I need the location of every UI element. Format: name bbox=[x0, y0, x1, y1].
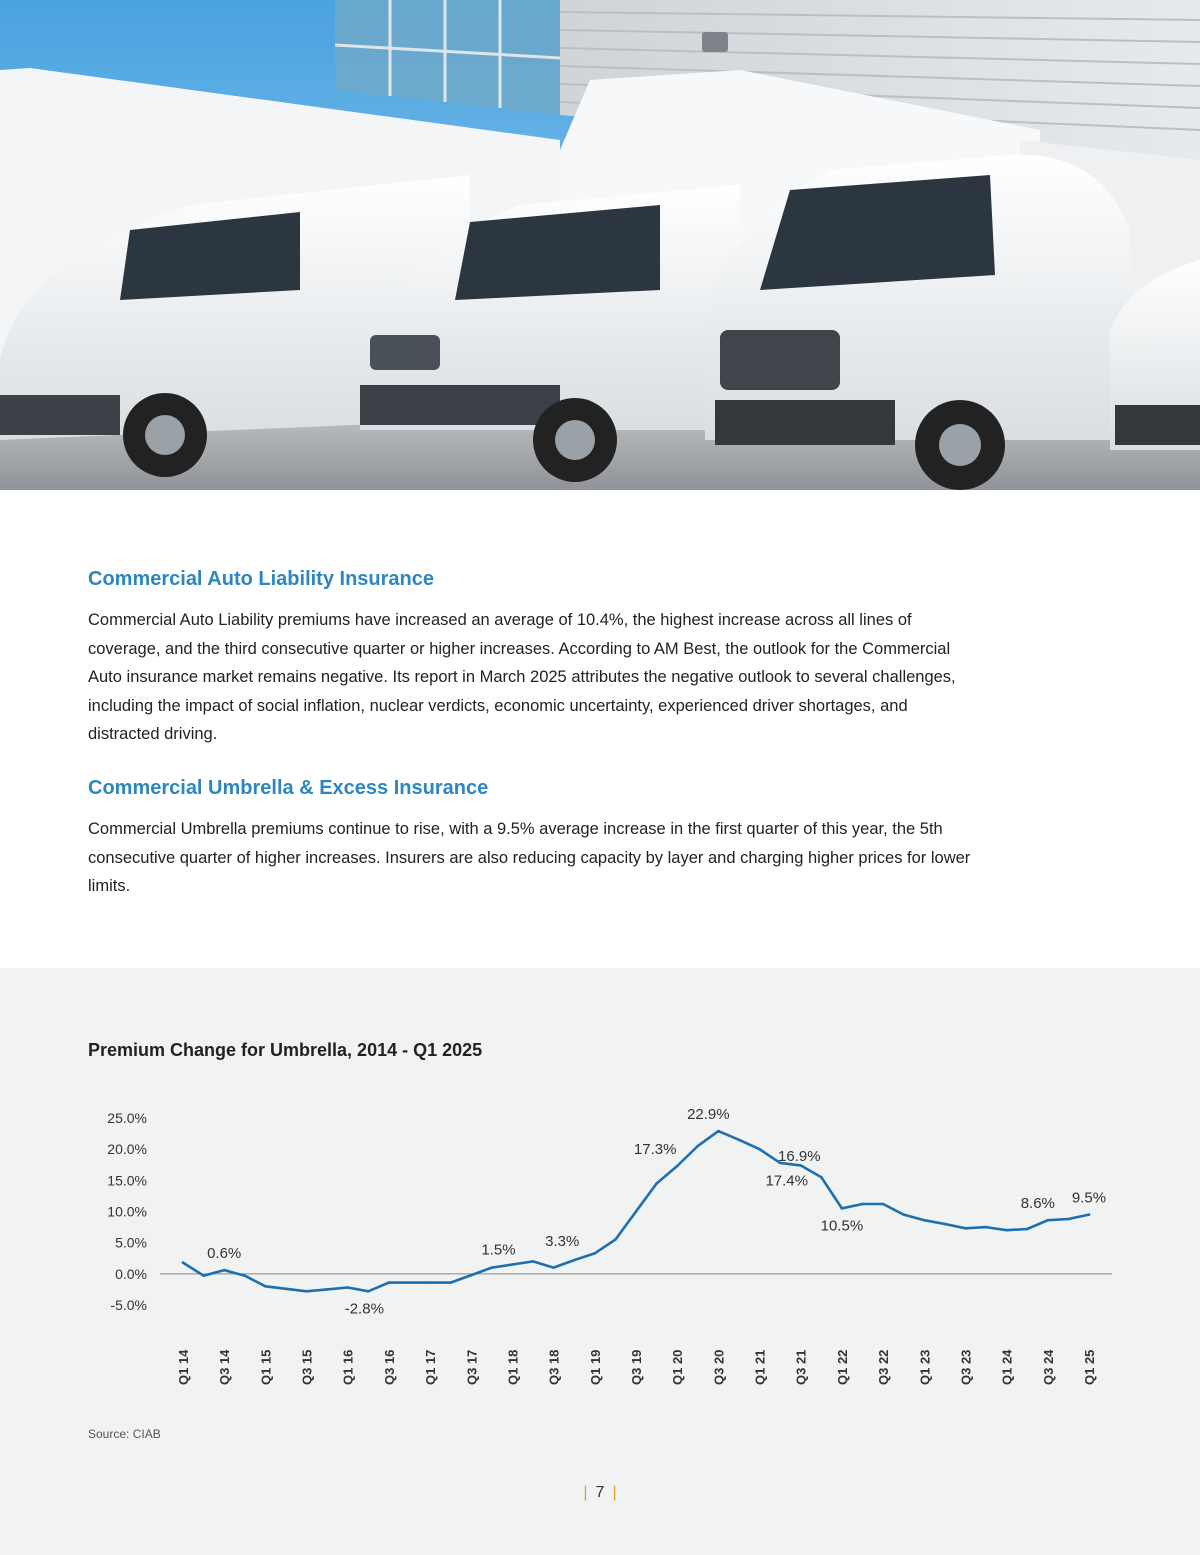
data-point bbox=[964, 1227, 967, 1230]
x-tick-label: Q3 20 bbox=[711, 1349, 727, 1385]
data-point bbox=[1047, 1219, 1050, 1222]
x-tick-label: Q3 16 bbox=[381, 1349, 397, 1385]
data-point bbox=[820, 1176, 823, 1179]
data-label: 1.5% bbox=[481, 1241, 516, 1259]
body-line: coverage, and the third consecutive quarter or higher increases. According to AM Best, the outlook for the Commercial bbox=[88, 639, 951, 658]
premium-change-line-chart bbox=[0, 1090, 1200, 1420]
page-number bbox=[0, 1484, 1200, 1502]
x-tick-label: Q3 15 bbox=[299, 1349, 315, 1385]
section-title-commercial-umbrella: Commercial Umbrella & Excess Insurance bbox=[88, 777, 489, 799]
x-tick-label: Q3 24 bbox=[1040, 1349, 1056, 1385]
x-tick-label: Q3 18 bbox=[546, 1349, 562, 1385]
data-point bbox=[841, 1207, 844, 1210]
y-tick-label: 20.0% bbox=[107, 1141, 147, 1158]
x-tick-label: Q1 21 bbox=[752, 1349, 768, 1385]
chart-title: Premium Change for Umbrella, 2014 - Q1 2025 bbox=[88, 1040, 483, 1060]
data-label: 9.5% bbox=[1071, 1189, 1107, 1207]
data-point bbox=[511, 1263, 514, 1266]
x-tick-label: Q1 25 bbox=[1082, 1349, 1097, 1385]
data-label: 17.3% bbox=[633, 1140, 677, 1158]
data-point bbox=[264, 1285, 267, 1288]
x-tick-label: Q3 17 bbox=[464, 1349, 480, 1385]
data-point bbox=[655, 1182, 658, 1185]
data-label: 3.3% bbox=[545, 1233, 580, 1251]
x-tick-label: Q1 18 bbox=[505, 1349, 521, 1385]
data-point bbox=[594, 1252, 597, 1255]
data-point bbox=[429, 1281, 432, 1284]
data-point bbox=[532, 1260, 535, 1263]
data-point bbox=[882, 1203, 885, 1206]
body-line: Auto insurance market remains negative. Its report in March 2025 attributes the negative outlook to several challenges, bbox=[88, 668, 956, 686]
x-tick-label: Q3 19 bbox=[629, 1349, 644, 1385]
chart-source: Source: CIAB bbox=[88, 1427, 161, 1441]
data-point bbox=[367, 1290, 370, 1293]
section-body-commercial-auto bbox=[88, 606, 1118, 749]
x-tick-label: Q1 15 bbox=[258, 1349, 274, 1385]
page-number-divider-right: | bbox=[612, 1484, 617, 1501]
data-point bbox=[676, 1165, 679, 1168]
x-tick-label: Q1 17 bbox=[423, 1349, 439, 1385]
hero-photo-commercial-vans bbox=[0, 0, 1200, 490]
x-tick-label: Q1 14 bbox=[176, 1349, 191, 1385]
data-point bbox=[491, 1266, 494, 1269]
x-tick-label: Q1 19 bbox=[587, 1349, 603, 1385]
data-point bbox=[285, 1287, 288, 1290]
body-line: including the impact of social inflation, nuclear verdicts, economic uncertainty, experienced driver shortages, and bbox=[88, 696, 908, 715]
data-point bbox=[738, 1139, 741, 1142]
y-tick-label: 15.0% bbox=[107, 1172, 147, 1189]
data-point bbox=[944, 1223, 947, 1226]
data-point bbox=[243, 1274, 246, 1277]
data-point bbox=[902, 1213, 905, 1216]
data-label: 8.6% bbox=[1020, 1195, 1055, 1213]
data-label: 10.5% bbox=[820, 1217, 864, 1235]
body-line: limits. bbox=[88, 877, 131, 895]
data-point bbox=[573, 1259, 576, 1262]
data-point bbox=[1026, 1228, 1029, 1231]
data-point bbox=[552, 1266, 555, 1269]
x-tick-label: Q1 20 bbox=[670, 1349, 686, 1385]
y-tick-label: 0.0% bbox=[115, 1265, 147, 1282]
data-label: 16.9% bbox=[778, 1148, 821, 1166]
data-point bbox=[223, 1269, 226, 1272]
x-tick-label: Q1 23 bbox=[917, 1349, 933, 1385]
x-tick-label: Q1 24 bbox=[999, 1349, 1015, 1385]
data-point bbox=[388, 1281, 391, 1284]
data-point bbox=[614, 1238, 617, 1241]
data-label: -2.8% bbox=[344, 1300, 384, 1318]
y-tick-label: 10.0% bbox=[107, 1203, 147, 1220]
page-number-divider-left: | bbox=[583, 1484, 588, 1501]
data-point bbox=[202, 1274, 205, 1277]
data-point bbox=[635, 1210, 638, 1213]
section-title-commercial-auto: Commercial Auto Liability Insurance bbox=[88, 568, 435, 590]
body-line: consecutive quarter of higher increases. Insurers are also reducing capacity by layer and charging higher prices for lower bbox=[88, 848, 971, 867]
body-line: distracted driving. bbox=[88, 725, 218, 743]
data-point bbox=[696, 1145, 699, 1148]
data-label: 0.6% bbox=[207, 1245, 242, 1263]
data-point bbox=[758, 1148, 761, 1151]
data-point bbox=[449, 1281, 452, 1284]
data-point bbox=[182, 1261, 185, 1264]
data-point bbox=[717, 1130, 720, 1133]
data-point bbox=[326, 1288, 329, 1291]
section-body-commercial-umbrella bbox=[88, 815, 1118, 901]
x-tick-label: Q3 14 bbox=[217, 1349, 233, 1385]
data-point bbox=[923, 1219, 926, 1222]
data-label: 17.4% bbox=[765, 1172, 809, 1190]
y-tick-label: 5.0% bbox=[115, 1234, 147, 1251]
body-line: Commercial Umbrella premiums continue to rise, with a 9.5% average increase in the first quarter of this year, the 5th bbox=[88, 820, 943, 838]
x-tick-label: Q3 21 bbox=[793, 1349, 809, 1385]
data-point bbox=[1067, 1218, 1070, 1221]
y-tick-label: 25.0% bbox=[107, 1110, 147, 1126]
y-tick-label: -5.0% bbox=[110, 1297, 147, 1313]
x-tick-label: Q1 22 bbox=[834, 1349, 850, 1385]
data-point bbox=[305, 1290, 308, 1293]
data-point bbox=[1088, 1213, 1091, 1216]
x-tick-label: Q3 22 bbox=[876, 1349, 892, 1385]
x-tick-label: Q1 16 bbox=[340, 1349, 356, 1385]
body-line: Commercial Auto Liability premiums have increased an average of 10.4%, the highest increase across all lines of bbox=[88, 611, 912, 629]
data-point bbox=[985, 1226, 988, 1229]
data-label: 22.9% bbox=[687, 1106, 730, 1124]
data-point bbox=[346, 1286, 349, 1289]
data-point bbox=[1005, 1229, 1008, 1232]
x-tick-label: Q3 23 bbox=[958, 1349, 974, 1385]
data-point bbox=[470, 1274, 473, 1277]
data-point bbox=[408, 1281, 411, 1284]
data-point bbox=[861, 1203, 864, 1206]
page-number-value: 7 bbox=[595, 1484, 605, 1501]
